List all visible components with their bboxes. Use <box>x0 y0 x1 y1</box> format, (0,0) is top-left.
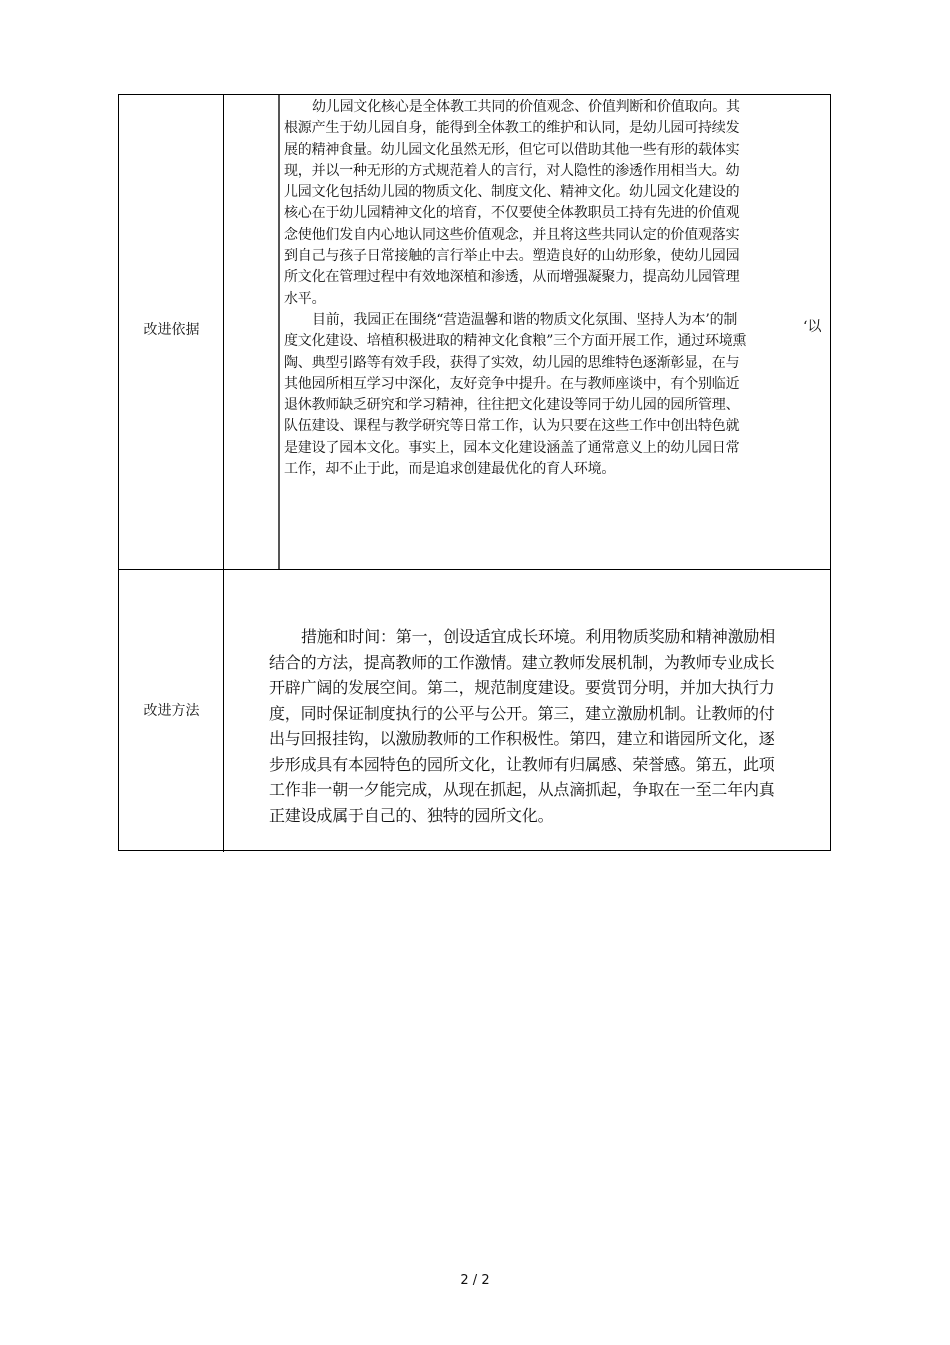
row-label-basis: 改进依据 <box>143 322 200 338</box>
basis-paragraph: 幼儿园文化核心是全体教工共同的价值观念、价值判断和价值取向。其根源产生于幼儿园自身，能得到全体教工的维护和认同，是幼儿园可持续发展的精神食量。幼儿园文化虽然无形，但它可以借助其他一些有形的载体实现，并以一种无形的方式规范着人的言行，对人隐性的渗透作用相当大。幼儿园文化包括幼儿园的物质文化、制度文化、精神文化。幼儿园文化建设的核心在于幼儿园精神文化的培育，不仅要使全体教职员工持有先进的价值观念使他们发自内心地认同这些价值观念，并且将这些共同认定的价值观落实到自己与孩子日常接触的言行举止中去。塑造良好的山幼形象，使幼儿园园所文化在管理过程中有效地深植和渗透，从而增强凝聚力，提高幼儿园管理水平。 <box>284 99 740 307</box>
method-paragraph: 措施和时间：第一，创设适宜成长环境。利用物质奖励和精神激励相结合的方法，提高教师的工作激情。建立教师发展机制，为教师专业成长开辟广阔的发展空间。第二，规范制度建设。要赏罚分明，并加大执行力度，同时保证制度执行的公平与公开。第三，建立激励机制。让教师的付出与回报挂钩，以激励教师的工作积极性。第四，建立和谐园所文化，逐步形成具有本园特色的园所文化，让教师有归属感、荣誉感。第五，此项工作非一朝一夕能完成，从现在抓起，从点滴抓起，争取在一至二年内真正建设成属于自己的、独特的园所文化。 <box>269 627 776 825</box>
basis-paragraph: 目前，我园正在围绕“营造温馨和谐的物质文化氛围、坚持人为本’的制度文化建设、培植积极进取的精神文化食粮”三个方面开展工作，通过环境熏陶、典型引路等有效手段，获得了实效，幼儿园的思维特色逐渐彰显，在与其他园所相互学习中深化，友好竞争中提升。在与教师座谈中，有个别临近退休教师缺乏研究和学习精神，往往把文化建设等同于幼儿园的园所管理、队伍建设、课程与教学研究等日常工作，认为只要在这些工作中创出特色就是建设了园本文化。事实上，园本文化建设涵盖了通常意义上的幼儿园日常工作，却不止于此，而是追求创建最优化的育人环境。 <box>284 311 747 478</box>
inner-column-divider <box>278 95 280 569</box>
row-label-method: 改进方法 <box>143 703 200 719</box>
stray-text: ‘以 <box>803 319 822 335</box>
document-table <box>118 94 831 851</box>
row-divider <box>119 569 830 570</box>
label-column-divider <box>223 95 224 852</box>
basis-text <box>284 97 749 480</box>
page-number: 2 / 2 <box>460 1273 490 1288</box>
